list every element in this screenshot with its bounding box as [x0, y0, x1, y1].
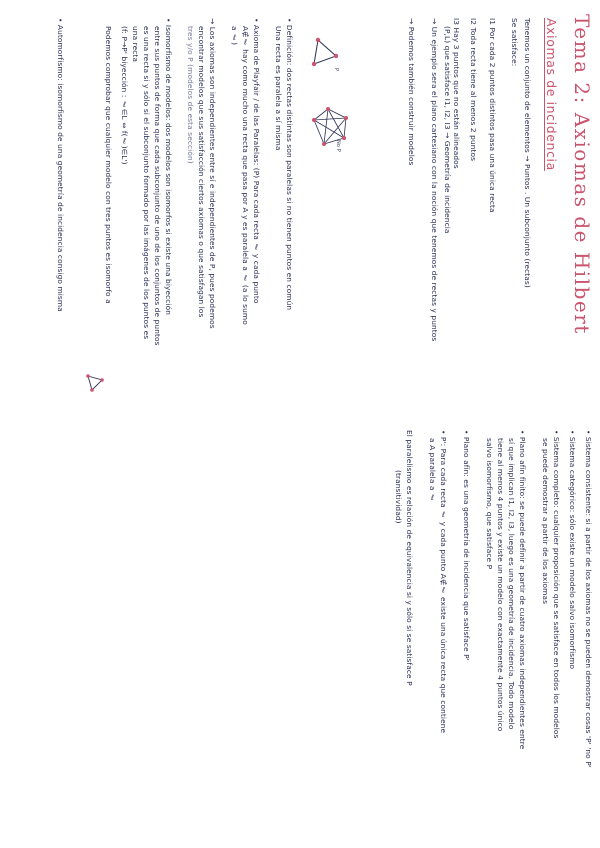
independence-1: → Los axiomas son independientes entre sí e independientes de P, pues podemos [208, 18, 217, 329]
p-prime-axiom-1: • P': Para cada recta ℓ y cada punto A∉ℓ existe una única recta que contiene [439, 430, 448, 734]
playfair-axiom-1: • Axioma de Playfair / de las Paralelas: (P) Para cada recta ℓ y cada punto [252, 18, 261, 304]
isomorphism-3: es una recta si y sólo si el subconjunto formado por las imágenes de los puntos es [142, 26, 151, 340]
finite-affine-plane-1: • Plano afín finito: se puede definir a partir de cuatro axiomas independientes entre [518, 430, 527, 750]
independence-3: tres y/o P (modelos de esta sección) [186, 26, 195, 164]
playfair-axiom-2: A∉ℓ hay como mucho una recta que pasa por A y es paralela a ℓ (a lo sumo [241, 26, 250, 325]
isomorphism-6: Podemos comprobar que cualquier modelo con tres puntos es isomorfo a [104, 26, 113, 304]
isomorphism-5: (f: P→P' biyección : ℓ∈L ⇔ f(ℓ)∈L') [120, 26, 129, 165]
finite-affine-plane-2: sí que implican I1, I2, I3, luego es una geometría de incidencia. Todo modelo [507, 438, 516, 730]
axiom-i3: I3 Hay 3 puntos que no están alineados [452, 18, 461, 169]
axiom-i2: I2 Toda recta tiene al menos 2 puntos [469, 18, 478, 162]
independence-2: encontrar modelos que sus satisfacción ciertos axiomas o que satisfagan los [197, 26, 206, 318]
complete-graph-label: No P [335, 140, 341, 152]
isomorphism-4: una recta [131, 26, 140, 63]
affine-plane-definition: • Plano afín: es una geometría de incidencia que satisface P' [462, 430, 471, 661]
complete-system-1: • Sistema completo: cualquier proposición que se satisface en todos los modelos [552, 430, 561, 739]
model-example-1: → Un ejemplo sera el plano cartesiano con la noción que tenemos de rectas y puntos [430, 18, 439, 342]
three-point-model-figure [84, 372, 106, 394]
isomorphism-1: • Isomorfismo de modelos: dos modelos son isomorfos si existe una biyección [164, 18, 173, 316]
equivalence-relation-2: (transitividad) [394, 470, 403, 524]
intro-line-2: Se satisface: [510, 18, 519, 67]
page-title: Tema 2: Axiomas de Hilbert [570, 14, 594, 335]
parallel-definition-1: • Definición: dos rectas distintas son paralelas si no tienen puntos en común [285, 18, 294, 311]
axiom-i1: I1 Por cada 2 puntos distintos pasa una única recta [488, 18, 497, 213]
complete-graph-figure [306, 104, 356, 154]
finite-affine-plane-3: tiene al menos 4 puntos y existe un modelo con exactamente 4 puntos único [496, 438, 505, 732]
models-note: → Podemos también construir modelos [407, 18, 416, 166]
consistent-system: • Sistema consistente: si a partir de los axiomas no se pueden demostrar cosas 'P' 'no P' [584, 430, 593, 768]
categorical-system: • Sistema categórico: sólo existe un modelo salvo isomorfismo [568, 430, 577, 670]
equivalence-relation-1: El paralelismo es relación de equivalencia si y sólo si se satisface P [405, 430, 414, 686]
section-title: Axiomas de incidencia [544, 18, 559, 171]
complete-system-2: se puede demostrar a partir de los axiomas [541, 438, 550, 605]
playfair-axiom-3: a ℓ) [230, 26, 239, 46]
model-example-2: (P,L) que satisface I1, I2, I3 → Geometría de incidencia [443, 26, 452, 234]
intro-line-1: Tenemos un conjunto de elementos → Puntos . Un subconjunto (rectas) [523, 18, 532, 288]
triangle-model-label: P [333, 68, 339, 72]
isomorphism-2: entre sus puntos de forma que cada subconjunto de uno de los conjuntos de puntos [153, 26, 162, 346]
parallel-definition-2: Una recta es paralela a sí misma [274, 26, 283, 151]
finite-affine-plane-4: salvo isomorfismo, que satisface P [485, 438, 494, 570]
triangle-model-figure [306, 34, 346, 74]
p-prime-axiom-2: a A paralela a ℓ [428, 438, 437, 503]
automorphism-definition: • Automorfismo: isomorfismo de una geometría de incidencia consigo misma [56, 18, 65, 312]
